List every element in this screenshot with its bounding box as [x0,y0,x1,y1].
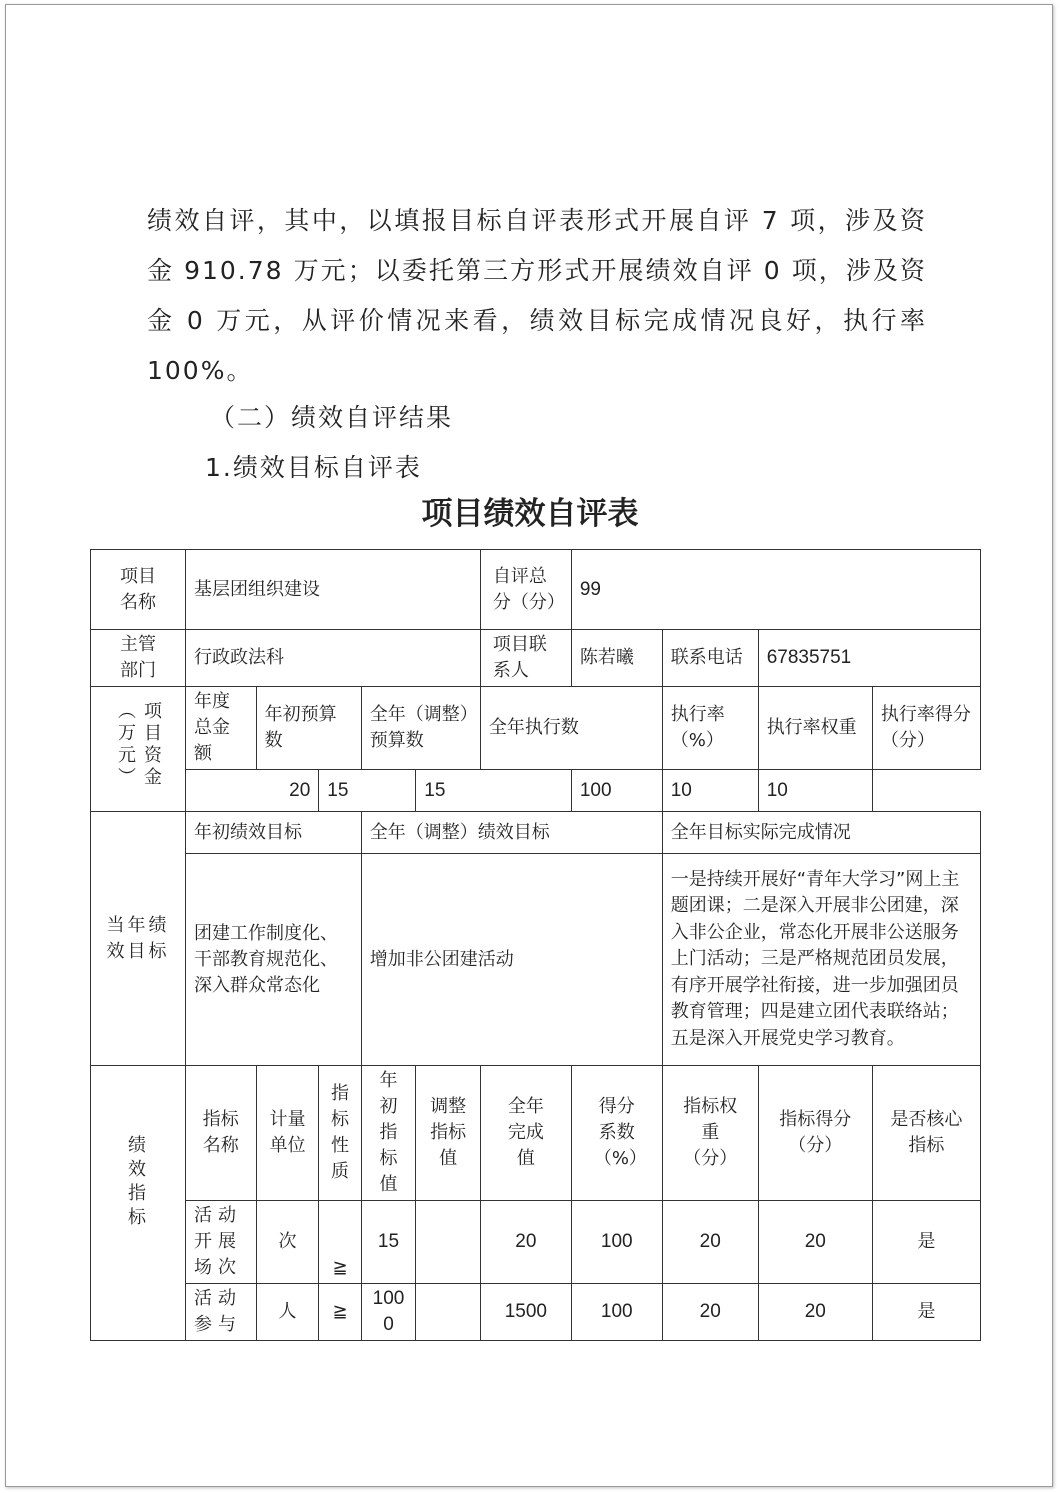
table-row [91,854,981,1066]
indicator-weight: 20 [662,1284,758,1341]
indicator-header: 指标名称 [185,1066,256,1201]
indicator-header: 指标权重（分） [662,1066,758,1201]
table-row [91,1201,981,1284]
funds-header: 年初预算数 [256,687,361,770]
indicator-completed: 20 [480,1201,571,1284]
indicator-header: 计量单位 [256,1066,319,1201]
indicator-completed: 1500 [480,1284,571,1341]
phone-label: 联系电话 [662,630,758,687]
indicator-header: 指标得分（分） [758,1066,872,1201]
funds-header: 执行率（%） [662,687,758,770]
contact-value: 陈若曦 [571,630,662,687]
indicator-unit: 次 [256,1201,319,1284]
intro-paragraph [147,196,927,396]
goals-label: 当年绩效目标 [91,812,186,1066]
funds-header: 年度总金额 [185,687,256,770]
indicators-label-text: 绩效指标 [127,1135,150,1228]
indicator-header: 指标性质 [319,1066,361,1201]
funds-value: 10 [662,770,758,812]
indicator-initial: 1000 [361,1284,416,1341]
performance-table [90,549,981,1341]
funds-value: 15 [319,770,416,812]
funds-header: 全年执行数 [480,687,662,770]
goals-adjusted: 增加非公团建活动 [361,854,662,1066]
funds-value: 20 [185,770,318,812]
indicator-header: 是否核心指标 [872,1066,980,1201]
indicator-name: 活动参与 [185,1284,256,1341]
indicator-core: 是 [872,1284,980,1341]
indicator-name: 活动开展场次 [185,1201,256,1284]
indicator-weight: 20 [662,1201,758,1284]
indicator-nature: ≧ [319,1284,361,1341]
indicator-header: 年初指标值 [361,1066,416,1201]
funds-label [91,687,186,812]
table-title: 项目绩效自评表 [421,496,639,532]
indicator-header: 全年完成值 [480,1066,571,1201]
table-row [91,770,981,812]
project-name-value: 基层团组织建设 [185,550,480,630]
indicator-core: 是 [872,1201,980,1284]
funds-value: 15 [416,770,572,812]
phone-value: 67835751 [758,630,980,687]
score-value: 99 [571,550,980,630]
dept-label: 主管部门 [91,630,186,687]
goals-header: 全年（调整）绩效目标 [361,812,662,854]
indicator-coef: 100 [571,1201,662,1284]
subsection-heading: 1.绩效目标自评表 [205,453,422,482]
indicator-nature: ≧ [319,1201,361,1284]
goals-actual: 一是持续开展好“青年大学习”网上主题团课；二是深入开展非公团建，深入非公企业，常态化开展非公送服务上门活动；三是严格规范团员发展，有序开展学社衔接，进一步加强团员教育管理；四是建立团代表联络站；五是深入开展党史学习教育。 [662,854,980,1066]
goals-header: 全年目标实际完成情况 [662,812,980,854]
section-heading: （二）绩效自评结果 [210,403,454,432]
indicator-score: 20 [758,1201,872,1284]
funds-header: 执行率得分（分） [872,687,980,770]
contact-label: 项目联系人 [480,630,571,687]
table-row [91,812,981,854]
indicator-coef: 100 [571,1284,662,1341]
project-name-label: 项目名称 [91,550,186,630]
dept-value: 行政政法科 [185,630,480,687]
funds-header: 执行率权重 [758,687,872,770]
indicator-score: 20 [758,1284,872,1341]
intro-text: 绩效自评，其中，以填报目标自评表形式开展自评 7 项，涉及资金 910.78 万元；以委托第三方形式开展绩效自评 0 项，涉及资金 0 万元，从评价情况来看，绩效目标完成情况良好，执行率100%。 [147,206,927,385]
funds-value: 100 [571,770,662,812]
funds-label-text: 项目资金（万元） [114,701,162,789]
goals-initial: 团建工作制度化、干部教育规范化、深入群众常态化 [185,854,361,1066]
table-row [91,1284,981,1341]
table-row [91,1066,981,1201]
table-row [91,687,981,770]
indicators-label [91,1066,186,1341]
table-row [91,550,981,630]
indicator-adjusted [416,1284,481,1341]
table-row [91,630,981,687]
indicator-adjusted [416,1201,481,1284]
funds-value: 10 [758,770,872,812]
indicator-initial: 15 [361,1201,416,1284]
score-label: 自评总分（分） [480,550,571,630]
goals-header: 年初绩效目标 [185,812,361,854]
indicator-header: 调整指标值 [416,1066,481,1201]
indicator-header: 得分系数（%） [571,1066,662,1201]
funds-header: 全年（调整）预算数 [361,687,480,770]
indicator-unit: 人 [256,1284,319,1341]
